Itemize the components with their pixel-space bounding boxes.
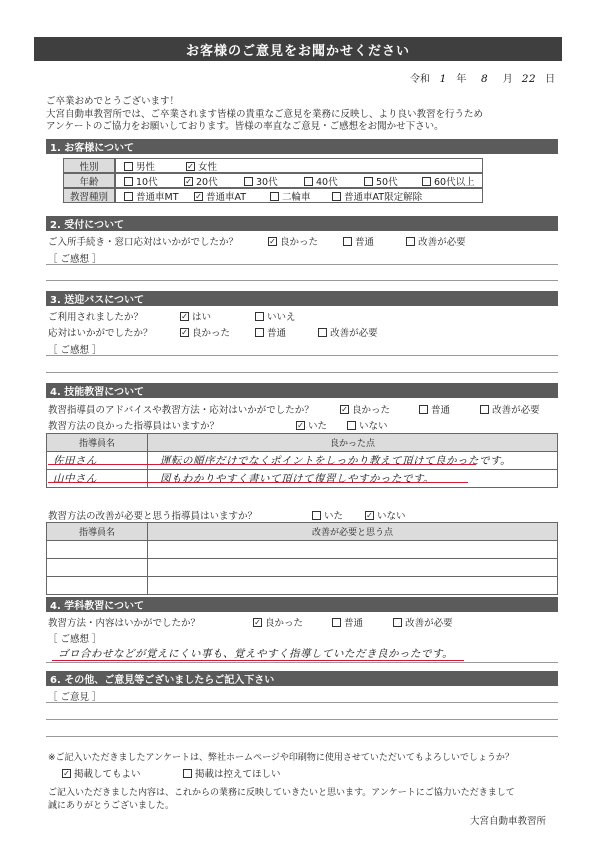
course-label: 教習種別 <box>63 188 115 203</box>
checkbox[interactable] <box>255 328 264 337</box>
checkbox-checked[interactable]: ✓ <box>269 237 276 246</box>
skill-question-instructor: 教習指導員のアドバイスや教習方法・応対はいかがでしたか？ <box>48 405 314 416</box>
bus-question-used: ご利用されましたか？ <box>48 312 144 323</box>
option-10s[interactable]: 10代 <box>124 174 184 188</box>
section-4-heading: 4. 技能教習について <box>46 383 558 398</box>
intro-line: アンケートのご協力をお願いしております。皆様の率直なご意見・ご感想をお聞かせ下さい。 <box>46 121 444 132</box>
option-30s[interactable]: 30代 <box>244 174 304 188</box>
empty-cell <box>47 541 148 559</box>
option-publish-decline[interactable]: 掲載は控えてほしい <box>183 769 281 780</box>
course-row <box>63 188 483 203</box>
checkbox[interactable] <box>419 405 428 414</box>
age-row <box>63 173 483 188</box>
closing-line: ご記入いただきました内容は、これからの業務に反映していきたいと思います。アンケートにご協力いただきまして <box>48 788 515 798</box>
col-instructor-name: 指導員名 <box>47 434 148 452</box>
empty-cell <box>148 577 558 595</box>
option-yes[interactable]: ✓ はい <box>181 312 212 323</box>
table-row <box>47 470 558 488</box>
school-signature: 大宮自動車教習所 <box>470 816 547 827</box>
table-row <box>47 541 558 559</box>
option-no[interactable]: いない <box>347 421 388 432</box>
option-no[interactable]: いいえ <box>255 312 296 323</box>
date-year-unit: 年 <box>456 74 467 85</box>
checkbox-checked[interactable]: ✓ <box>341 405 348 414</box>
instructor-name: 佐田さん <box>47 452 148 470</box>
checkbox[interactable] <box>124 162 133 171</box>
checkbox-checked[interactable]: ✓ <box>181 312 188 321</box>
comment-line <box>46 355 558 356</box>
col-good-points: 良かった点 <box>148 434 558 452</box>
checkbox[interactable] <box>124 177 133 186</box>
checkbox[interactable] <box>343 237 352 246</box>
checkbox-checked[interactable]: ✓ <box>185 176 192 186</box>
section-3-heading: 3. 送迎バスについて <box>46 291 558 306</box>
skill-question-bad-instructor: 教習方法の改善が必要と思う指導員はいますか？ <box>48 511 258 522</box>
bus-question-service: 応対はいかがでしたか？ <box>48 328 153 339</box>
skill-good-instructor-options <box>296 418 388 432</box>
checkbox[interactable] <box>270 192 279 201</box>
checkbox[interactable] <box>393 618 402 627</box>
checkbox-checked[interactable]: ✓ <box>181 328 188 337</box>
checkbox-checked[interactable]: ✓ <box>187 161 194 171</box>
bus-comment-label: ［ ご感想 ］ <box>48 345 102 356</box>
option-no[interactable]: ✓ いない <box>366 511 406 522</box>
table-row <box>47 452 558 470</box>
date-month: 8 <box>480 73 489 85</box>
col-instructor-name: 指導員名 <box>47 523 148 541</box>
option-good[interactable]: ✓ 良かった <box>341 405 391 416</box>
table-header-row <box>47 523 558 541</box>
option-40s[interactable]: 40代 <box>304 174 364 188</box>
section-2-heading: 2. 受付について <box>46 216 558 231</box>
option-needs-improvement[interactable]: 改善が必要 <box>406 237 466 248</box>
col-improvement-points: 改善が必要と思う点 <box>148 523 558 541</box>
section-academic-heading: 4. 学科教習について <box>46 597 558 612</box>
intro-line: 大宮自動車教習所では、ご卒業されます皆様の貴重なご意見を業務に反映し、より良い教習を行うため <box>46 108 484 120</box>
date-day-unit: 日 <box>545 74 556 85</box>
checkbox-checked[interactable]: ✓ <box>63 769 70 778</box>
closing-line: 誠にありがとうございました。 <box>48 800 175 811</box>
option-60s-plus[interactable]: 60代以上 <box>422 174 475 188</box>
option-50s[interactable]: 50代 <box>364 174 422 188</box>
checkbox[interactable] <box>312 511 321 520</box>
option-yes[interactable]: いた <box>312 508 362 522</box>
checkbox[interactable] <box>318 328 327 337</box>
empty-cell <box>148 541 558 559</box>
option-normal[interactable]: 普通 <box>332 615 390 629</box>
comment-line <box>46 662 558 663</box>
checkbox[interactable] <box>183 769 192 778</box>
checkbox[interactable] <box>332 192 341 201</box>
checkbox-checked[interactable]: ✓ <box>366 511 373 520</box>
checkbox[interactable] <box>124 192 133 201</box>
academic-options <box>253 615 453 629</box>
option-needs-improvement[interactable]: 改善が必要 <box>318 328 378 339</box>
consent-question: ※ご記入いただきましたアンケートは、弊社ホームページや印刷物に使用させていただいてもよろしいでしょうか？ <box>48 753 514 763</box>
reception-question: ご入所手続き・窓口応対はいかがでしたか？ <box>48 237 239 248</box>
option-at[interactable]: ✓ 普通車AT <box>195 191 247 203</box>
date-line <box>410 70 555 85</box>
skill-bad-instructor-options <box>312 508 406 522</box>
checkbox-checked[interactable]: ✓ <box>195 191 202 201</box>
reception-comment-label: ［ ご感想 ］ <box>48 254 102 265</box>
comment-line <box>46 736 558 737</box>
good-point: 図もわかりやすく書いて頂けて復習しやすかったです。 <box>148 470 558 488</box>
academic-comment-label: ［ ご感想 ］ <box>48 634 102 645</box>
bus-service-options <box>180 325 378 339</box>
checkbox[interactable] <box>480 405 489 414</box>
academic-question: 教習方法・内容はいかがでしたか？ <box>48 618 201 629</box>
option-yes[interactable]: ✓ いた <box>297 421 328 432</box>
empty-cell <box>47 577 148 595</box>
checkbox[interactable] <box>347 421 356 430</box>
red-underline <box>52 660 464 661</box>
section-1-heading: 1. お客様について <box>46 139 558 154</box>
table-row <box>47 577 558 595</box>
option-20s[interactable]: ✓ 20代 <box>185 176 218 188</box>
form-title: お客様のご意見をお聞かせください <box>34 37 562 61</box>
option-needs-improvement[interactable]: 改善が必要 <box>393 618 453 629</box>
closing-text <box>48 787 515 812</box>
option-motorcycle[interactable]: 二輪車 <box>270 189 332 203</box>
date-day: 22 <box>521 73 537 85</box>
table-row <box>47 559 558 577</box>
other-comment-label: ［ ご意見 ］ <box>48 692 102 703</box>
checkbox[interactable] <box>255 312 264 321</box>
section-6-heading: 6. その他、ご意見等ございましたらご記入下さい <box>46 671 558 686</box>
option-normal[interactable]: 普通 <box>255 325 315 339</box>
bus-used-options <box>180 309 296 323</box>
option-good[interactable]: ✓ 良かった <box>181 328 231 339</box>
gender-options <box>115 158 483 173</box>
gender-row <box>63 158 483 173</box>
good-point: 運転の順序だけでなくポイントをしっかり教えて頂けて良かったです。 <box>148 452 558 470</box>
option-female[interactable]: ✓ 女性 <box>187 161 218 173</box>
checkbox-checked[interactable]: ✓ <box>297 421 304 430</box>
checkbox[interactable] <box>364 177 373 186</box>
academic-comment: ゴロ合わせなどが覚えにくい事も、覚えやすく指導していただき良かったです。 <box>58 648 454 660</box>
option-good[interactable]: ✓ 良かった <box>254 618 304 629</box>
comment-line <box>46 264 558 265</box>
option-normal[interactable]: 普通 <box>343 234 403 248</box>
red-underline <box>48 464 476 465</box>
checkbox[interactable] <box>304 177 313 186</box>
option-male[interactable]: 男性 <box>124 159 186 173</box>
empty-cell <box>148 559 558 577</box>
checkbox[interactable] <box>332 618 341 627</box>
intro-text <box>46 96 483 134</box>
table-header-row <box>47 434 558 452</box>
checkbox[interactable] <box>422 177 431 186</box>
date-era: 令和 <box>410 74 430 85</box>
option-good[interactable]: ✓ 良かった <box>269 237 319 248</box>
age-label: 年齢 <box>63 173 115 188</box>
option-mt[interactable]: 普通車MT <box>124 189 194 203</box>
option-publish-ok[interactable]: ✓ 掲載してもよい <box>63 769 141 780</box>
good-instructor-table <box>46 433 558 488</box>
age-options <box>115 173 483 188</box>
skill-question-good-instructor: 教習方法の良かった指導員はいますか？ <box>48 421 220 432</box>
option-normal[interactable]: 普通 <box>419 402 477 416</box>
course-options <box>115 188 483 203</box>
checkbox[interactable] <box>406 237 415 246</box>
option-at-release[interactable]: 普通車AT限定解除 <box>332 189 422 203</box>
gender-label: 性別 <box>63 158 115 173</box>
checkbox[interactable] <box>244 177 253 186</box>
checkbox-checked[interactable]: ✓ <box>254 618 261 627</box>
empty-cell <box>47 559 148 577</box>
skill-instructor-options <box>340 402 540 416</box>
date-month-unit: 月 <box>502 74 513 85</box>
reception-options <box>268 234 466 248</box>
date-year: 1 <box>439 73 447 85</box>
improve-instructor-table <box>46 522 558 595</box>
consent-options <box>62 766 281 780</box>
customer-info-table <box>63 158 483 203</box>
option-needs-improvement[interactable]: 改善が必要 <box>480 405 540 416</box>
instructor-name: 山中さん <box>47 470 148 488</box>
intro-line: ご卒業おめでとうございます！ <box>46 96 180 107</box>
comment-line <box>46 372 558 373</box>
comment-line <box>46 702 558 703</box>
comment-line <box>46 280 558 281</box>
red-underline <box>48 482 468 483</box>
comment-line <box>46 719 558 720</box>
